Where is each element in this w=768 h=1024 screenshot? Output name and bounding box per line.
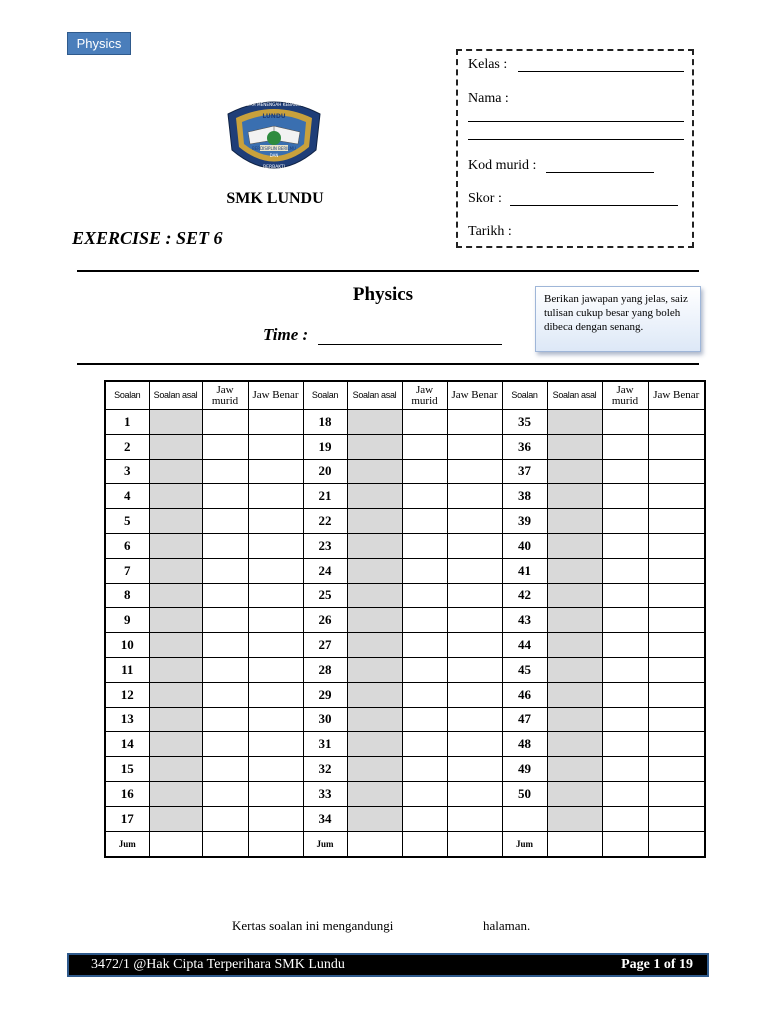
soalan-asal-cell[interactable] [547,757,602,782]
jaw-benar-cell[interactable] [447,682,502,707]
soalan-asal-cell[interactable] [347,434,402,459]
soalan-asal-cell[interactable] [149,657,202,682]
soalan-asal-cell[interactable] [547,583,602,608]
jaw-benar-cell[interactable] [248,633,303,658]
soalan-asal-cell[interactable] [547,484,602,509]
tarikh-label: Tarikh : [468,224,512,239]
soalan-asal-cell[interactable] [149,459,202,484]
jaw-murid-cell[interactable] [202,558,248,583]
header-jaw-murid: Jaw murid [402,381,447,410]
jaw-benar-cell[interactable] [648,410,705,435]
jaw-murid-cell[interactable] [202,533,248,558]
jaw-benar-cell[interactable] [248,732,303,757]
school-logo [224,92,324,178]
jaw-murid-cell[interactable] [402,533,447,558]
jaw-murid-cell[interactable] [602,806,648,831]
student-info-box [456,49,694,248]
jaw-benar-cell[interactable] [648,657,705,682]
question-number: 29 [303,682,347,707]
question-number: 25 [303,583,347,608]
jaw-murid-cell[interactable] [602,509,648,534]
soalan-asal-cell[interactable] [547,459,602,484]
table-row [105,558,705,583]
soalan-asal-cell[interactable] [547,533,602,558]
question-number: 43 [502,608,547,633]
jaw-murid-cell[interactable] [202,781,248,806]
jaw-murid-cell[interactable] [202,682,248,707]
question-number: 15 [105,757,149,782]
page-word: Page [621,957,650,972]
question-number: 47 [502,707,547,732]
jaw-murid-cell[interactable] [402,707,447,732]
bottom-divider [77,363,699,365]
question-number: 26 [303,608,347,633]
jaw-benar-cell[interactable] [447,806,502,831]
soalan-asal-cell[interactable] [149,583,202,608]
header-jaw-murid: Jaw murid [202,381,248,410]
question-number: 37 [502,459,547,484]
question-number: 40 [502,533,547,558]
soalan-asal-cell[interactable] [347,509,402,534]
jaw-murid-cell[interactable] [402,657,447,682]
jaw-benar-cell[interactable] [248,583,303,608]
jaw-murid-cell[interactable] [202,410,248,435]
question-number: 11 [105,657,149,682]
soalan-asal-cell[interactable] [347,583,402,608]
subject-tag: Physics [67,32,131,55]
total-cell[interactable] [202,831,248,857]
question-number: 12 [105,682,149,707]
soalan-asal-cell[interactable] [149,434,202,459]
jaw-benar-cell[interactable] [248,657,303,682]
jaw-benar-cell[interactable] [248,781,303,806]
question-number: 32 [303,757,347,782]
jaw-benar-cell[interactable] [648,707,705,732]
header-jaw-benar: Jaw Benar [447,381,502,410]
jaw-murid-cell[interactable] [602,533,648,558]
jaw-murid-cell[interactable] [402,583,447,608]
header-jaw-benar: Jaw Benar [648,381,705,410]
question-number: 49 [502,757,547,782]
soalan-asal-cell[interactable] [347,806,402,831]
soalan-asal-cell[interactable] [149,484,202,509]
jum-label: Jum [303,831,347,857]
question-number: 8 [105,583,149,608]
question-number: 14 [105,732,149,757]
jaw-benar-cell[interactable] [648,583,705,608]
jaw-benar-cell[interactable] [248,459,303,484]
soalan-asal-cell[interactable] [547,657,602,682]
soalan-asal-cell[interactable] [347,633,402,658]
jaw-murid-cell[interactable] [402,434,447,459]
time-label: Time : [263,325,309,344]
jaw-murid-cell[interactable] [402,682,447,707]
question-number: 30 [303,707,347,732]
jaw-murid-cell[interactable] [202,608,248,633]
soalan-asal-cell[interactable] [149,533,202,558]
question-number: 22 [303,509,347,534]
kod-murid-label: Kod murid : [468,158,537,173]
header-jaw-benar: Jaw Benar [248,381,303,410]
question-number: 5 [105,509,149,534]
header-jaw-murid: Jaw murid [602,381,648,410]
question-number: 4 [105,484,149,509]
soalan-asal-cell[interactable] [347,608,402,633]
answer-table [104,380,706,858]
instruction-note: Berikan jawapan yang jelas, saiz tulisan cukup besar yang boleh dibeca dengan senang. [535,286,701,352]
total-row [105,831,705,857]
jaw-benar-cell[interactable] [248,757,303,782]
jum-label: Jum [502,831,547,857]
logo-motto1: BERDISIPLIN BERILMU [252,146,296,151]
question-number: 1 [105,410,149,435]
soalan-asal-cell[interactable] [347,707,402,732]
jaw-benar-cell[interactable] [248,509,303,534]
question-number: 35 [502,410,547,435]
question-number: 9 [105,608,149,633]
header-soalan: Soalan [303,381,347,410]
jaw-benar-cell[interactable] [447,781,502,806]
header-soalan-asal: Soalan asal [347,381,402,410]
question-number: 16 [105,781,149,806]
nama-label: Nama : [468,91,509,106]
jaw-benar-cell[interactable] [248,434,303,459]
jaw-murid-cell[interactable] [402,484,447,509]
page-indicator [621,957,693,973]
jaw-murid-cell[interactable] [402,608,447,633]
logo-motto3: BERBAKTI [263,165,285,170]
jaw-murid-cell[interactable] [202,459,248,484]
footer-bar [67,953,709,977]
total-cell[interactable] [248,831,303,857]
soalan-asal-cell[interactable] [149,682,202,707]
of-word: of [663,957,676,972]
jaw-murid-cell[interactable] [602,732,648,757]
jaw-benar-cell[interactable] [447,533,502,558]
question-number: 39 [502,509,547,534]
question-number: 45 [502,657,547,682]
jaw-benar-cell[interactable] [447,434,502,459]
question-number: 38 [502,484,547,509]
jaw-murid-cell[interactable] [202,732,248,757]
soalan-asal-cell[interactable] [547,633,602,658]
page-total: 19 [679,957,693,972]
soalan-asal-cell[interactable] [149,707,202,732]
table-row [105,583,705,608]
header-soalan: Soalan [105,381,149,410]
logo-motto2: DAN [269,153,279,158]
total-cell[interactable] [447,831,502,857]
jaw-benar-cell[interactable] [447,757,502,782]
jaw-benar-cell[interactable] [648,533,705,558]
soalan-asal-cell[interactable] [347,757,402,782]
question-number: 42 [502,583,547,608]
jaw-murid-cell[interactable] [602,781,648,806]
time-field[interactable] [318,344,502,345]
top-divider [77,270,699,272]
soalan-asal-cell[interactable] [347,558,402,583]
jaw-murid-cell[interactable] [202,633,248,658]
jaw-murid-cell[interactable] [202,434,248,459]
jaw-murid-cell[interactable] [202,509,248,534]
soalan-asal-cell[interactable] [347,533,402,558]
table-row [105,732,705,757]
jaw-murid-cell[interactable] [402,781,447,806]
jaw-benar-cell[interactable] [248,806,303,831]
soalan-asal-cell[interactable] [547,682,602,707]
header-soalan: Soalan [502,381,547,410]
table-row [105,434,705,459]
jaw-benar-cell[interactable] [648,806,705,831]
soalan-asal-cell[interactable] [149,608,202,633]
soalan-asal-cell[interactable] [547,732,602,757]
jaw-benar-cell[interactable] [447,410,502,435]
soalan-asal-cell[interactable] [347,682,402,707]
jaw-benar-cell[interactable] [248,558,303,583]
jaw-murid-cell[interactable] [402,410,447,435]
question-number: 27 [303,633,347,658]
jaw-benar-cell[interactable] [648,682,705,707]
nama-field-line1[interactable] [468,121,684,122]
jaw-benar-cell[interactable] [447,608,502,633]
question-number: 44 [502,633,547,658]
kelas-field[interactable] [518,71,684,72]
question-number: 31 [303,732,347,757]
jaw-murid-cell[interactable] [402,509,447,534]
jaw-benar-cell[interactable] [447,558,502,583]
soalan-asal-cell[interactable] [347,657,402,682]
question-number: 48 [502,732,547,757]
question-number: 36 [502,434,547,459]
jaw-benar-cell[interactable] [447,509,502,534]
soalan-asal-cell[interactable] [347,781,402,806]
total-cell[interactable] [602,831,648,857]
jaw-murid-cell[interactable] [602,633,648,658]
question-number: 41 [502,558,547,583]
soalan-asal-cell[interactable] [547,410,602,435]
jaw-murid-cell[interactable] [602,484,648,509]
question-number: 7 [105,558,149,583]
table-row [105,757,705,782]
jaw-benar-cell[interactable] [648,558,705,583]
jaw-benar-cell[interactable] [447,484,502,509]
soalan-asal-cell[interactable] [547,707,602,732]
soalan-asal-cell[interactable] [547,434,602,459]
soalan-asal-cell[interactable] [149,757,202,782]
table-row [105,459,705,484]
jaw-benar-cell[interactable] [447,459,502,484]
jaw-murid-cell[interactable] [602,682,648,707]
jaw-murid-cell[interactable] [402,459,447,484]
table-row [105,410,705,435]
question-number: 10 [105,633,149,658]
jaw-murid-cell[interactable] [602,608,648,633]
table-row [105,533,705,558]
table-row [105,682,705,707]
jaw-murid-cell[interactable] [202,484,248,509]
total-cell[interactable] [347,831,402,857]
question-number: 28 [303,657,347,682]
jaw-benar-cell[interactable] [648,633,705,658]
question-number: 34 [303,806,347,831]
question-number: 24 [303,558,347,583]
question-number: 3 [105,459,149,484]
question-number: 6 [105,533,149,558]
jaw-murid-cell[interactable] [402,806,447,831]
soalan-asal-cell[interactable] [547,806,602,831]
page-number: 1 [653,957,661,972]
jaw-murid-cell[interactable] [402,757,447,782]
nama-field-line2[interactable] [468,139,684,140]
jaw-murid-cell[interactable] [602,657,648,682]
jaw-murid-cell[interactable] [602,410,648,435]
table-row [105,657,705,682]
jaw-benar-cell[interactable] [648,732,705,757]
table-row [105,806,705,831]
jaw-murid-cell[interactable] [602,583,648,608]
question-number: 2 [105,434,149,459]
soalan-asal-cell[interactable] [547,608,602,633]
soalan-asal-cell[interactable] [347,410,402,435]
jaw-murid-cell[interactable] [402,633,447,658]
question-number: 23 [303,533,347,558]
logo-name: LUNDU [262,113,286,120]
jaw-murid-cell[interactable] [202,583,248,608]
jaw-murid-cell[interactable] [602,558,648,583]
total-cell[interactable] [547,831,602,857]
question-number: 19 [303,434,347,459]
jaw-murid-cell[interactable] [202,757,248,782]
jaw-benar-cell[interactable] [248,484,303,509]
jum-label: Jum [105,831,149,857]
jaw-benar-cell[interactable] [447,583,502,608]
question-number: 17 [105,806,149,831]
table-row [105,633,705,658]
table-row [105,484,705,509]
jaw-murid-cell[interactable] [602,757,648,782]
jaw-benar-cell[interactable] [648,608,705,633]
copyright-text: 3472/1 @Hak Cipta Terperihara SMK Lundu [91,957,345,972]
jaw-benar-cell[interactable] [648,484,705,509]
soalan-asal-cell[interactable] [347,732,402,757]
jaw-benar-cell[interactable] [248,707,303,732]
jaw-benar-cell[interactable] [248,410,303,435]
question-number: 50 [502,781,547,806]
total-cell[interactable] [648,831,705,857]
soalan-asal-cell[interactable] [547,781,602,806]
jaw-murid-cell[interactable] [402,732,447,757]
question-number: 18 [303,410,347,435]
soalan-asal-cell[interactable] [149,781,202,806]
jaw-benar-cell[interactable] [648,509,705,534]
table-row [105,509,705,534]
subject-title: Physics [352,284,414,305]
soalan-asal-cell[interactable] [149,410,202,435]
header-soalan-asal: Soalan asal [547,381,602,410]
jaw-murid-cell[interactable] [202,707,248,732]
question-number: 33 [303,781,347,806]
table-header-row [105,381,705,410]
jaw-benar-cell[interactable] [447,707,502,732]
kod-murid-field[interactable] [546,172,654,173]
skor-label: Skor : [468,191,502,206]
jaw-benar-cell[interactable] [648,781,705,806]
soalan-asal-cell[interactable] [347,484,402,509]
soalan-asal-cell[interactable] [547,509,602,534]
exercise-title: EXERCISE : SET 6 [72,228,223,248]
soalan-asal-cell[interactable] [149,806,202,831]
jaw-murid-cell[interactable] [402,558,447,583]
skor-field[interactable] [510,205,678,206]
table-row [105,707,705,732]
header-soalan-asal: Soalan asal [149,381,202,410]
jaw-benar-cell[interactable] [447,732,502,757]
question-number [502,806,547,831]
soalan-asal-cell[interactable] [347,459,402,484]
jaw-benar-cell[interactable] [447,633,502,658]
jaw-murid-cell[interactable] [602,434,648,459]
soalan-asal-cell[interactable] [149,558,202,583]
jaw-benar-cell[interactable] [248,608,303,633]
jaw-benar-cell[interactable] [648,459,705,484]
page-count-suffix: halaman. [483,918,531,933]
soalan-asal-cell[interactable] [149,633,202,658]
soalan-asal-cell[interactable] [149,509,202,534]
jaw-benar-cell[interactable] [248,533,303,558]
soalan-asal-cell[interactable] [149,732,202,757]
kelas-label: Kelas : [468,57,508,72]
jaw-benar-cell[interactable] [248,682,303,707]
question-number: 21 [303,484,347,509]
page-count-note: Kertas soalan ini mengandungi [232,918,394,933]
jaw-benar-cell[interactable] [447,657,502,682]
jaw-benar-cell[interactable] [648,757,705,782]
question-number: 13 [105,707,149,732]
jaw-murid-cell[interactable] [602,707,648,732]
total-cell[interactable] [402,831,447,857]
table-row [105,781,705,806]
school-name: SMK LUNDU [226,190,324,207]
question-number: 20 [303,459,347,484]
jaw-murid-cell[interactable] [602,459,648,484]
jaw-benar-cell[interactable] [648,434,705,459]
soalan-asal-cell[interactable] [547,558,602,583]
question-number: 46 [502,682,547,707]
jaw-murid-cell[interactable] [202,657,248,682]
logo-top-text: SEKOLAH MENENGAH KEBANGSAAN [236,102,312,107]
table-row [105,608,705,633]
total-cell[interactable] [149,831,202,857]
jaw-murid-cell[interactable] [202,806,248,831]
